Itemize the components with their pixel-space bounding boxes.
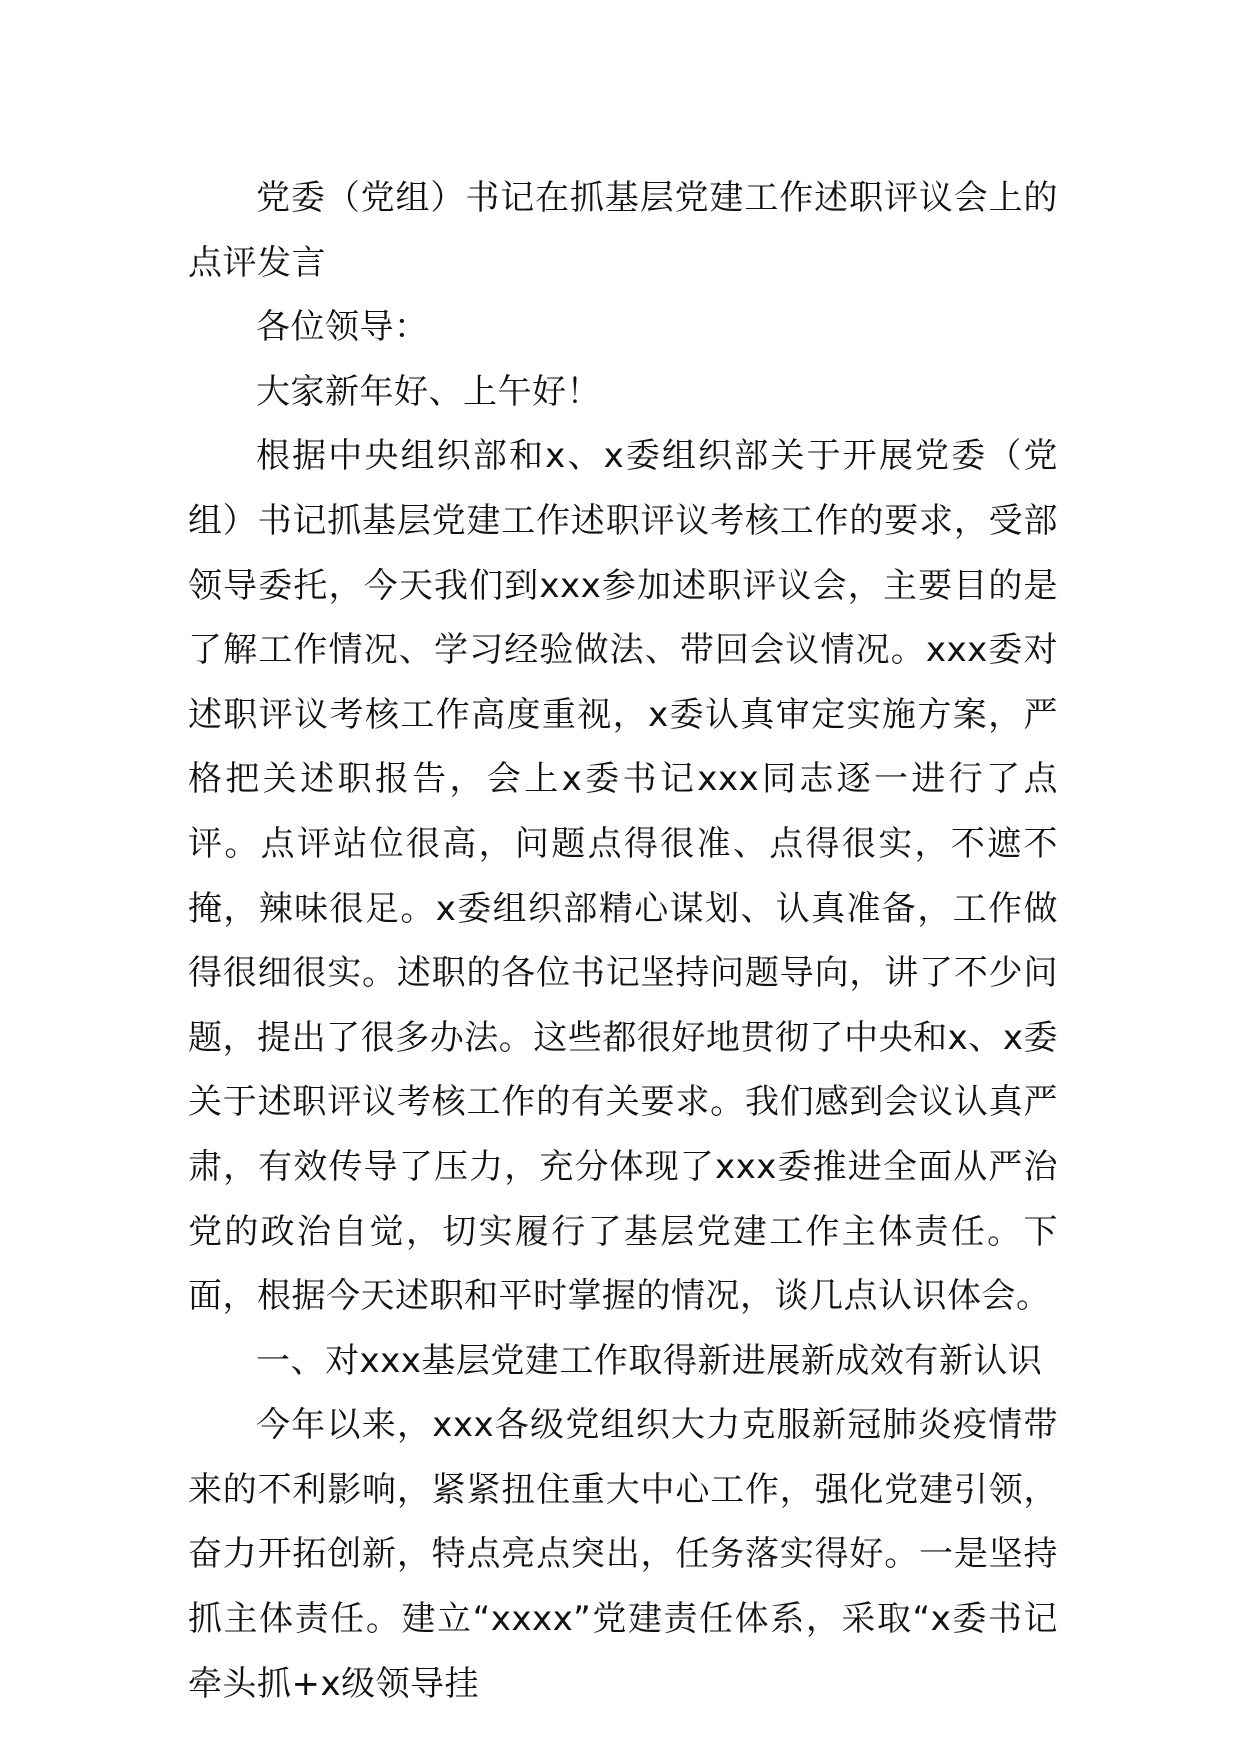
document-title: 党委（党组）书记在抓基层党建工作述职评议会上的点评发言 — [188, 178, 1058, 283]
section-paragraph: 今年以来，xxx各级党组织大力克服新冠肺炎疫情带来的不利影响，紧紧扭住重大中心工作，强化党建引领，奋力开拓创新，特点亮点突出，任务落实得好。一是坚持抓主体责任。建立“xxxx”党建责任体系，采取“x委书记牵头抓+x级领导挂 — [188, 1405, 1058, 1704]
document-body — [188, 166, 1058, 1716]
salutation: 各位领导： — [256, 307, 429, 348]
body-paragraph: 根据中央组织部和x、x委组织部关于开展党委（党组）书记抓基层党建工作述职评议考核工作的要求，受部领导委托，今天我们到xxx参加述职评议会，主要目的是了解工作情况、学习经验做法、带回会议情况。xxx委对述职评议考核工作高度重视，x委认真审定实施方案，严格把关述职报告，会上x委书记xxx同志逐一进行了点评。点评站位很高，问题点得很准、点得很实，不遮不掩，辣味很足。x委组织部精心谋划、认真准备，工作做得很细很实。述职的各位书记坚持问题导向，讲了不少问题，提出了很多办法。这些都很好地贯彻了中央和x、x委关于述职评议考核工作的有关要求。我们感到会议认真严肃，有效传导了压力，充分体现了xxx委推进全面从严治党的政治自觉，切实履行了基层党建工作主体责任。下面，根据今天述职和平时掌握的情况，谈几点认识体会。 — [188, 436, 1058, 1317]
section-heading: 一、对xxx基层党建工作取得新进展新成效有新认识 — [256, 1340, 1043, 1381]
greeting: 大家新年好、上午好！ — [256, 371, 601, 412]
